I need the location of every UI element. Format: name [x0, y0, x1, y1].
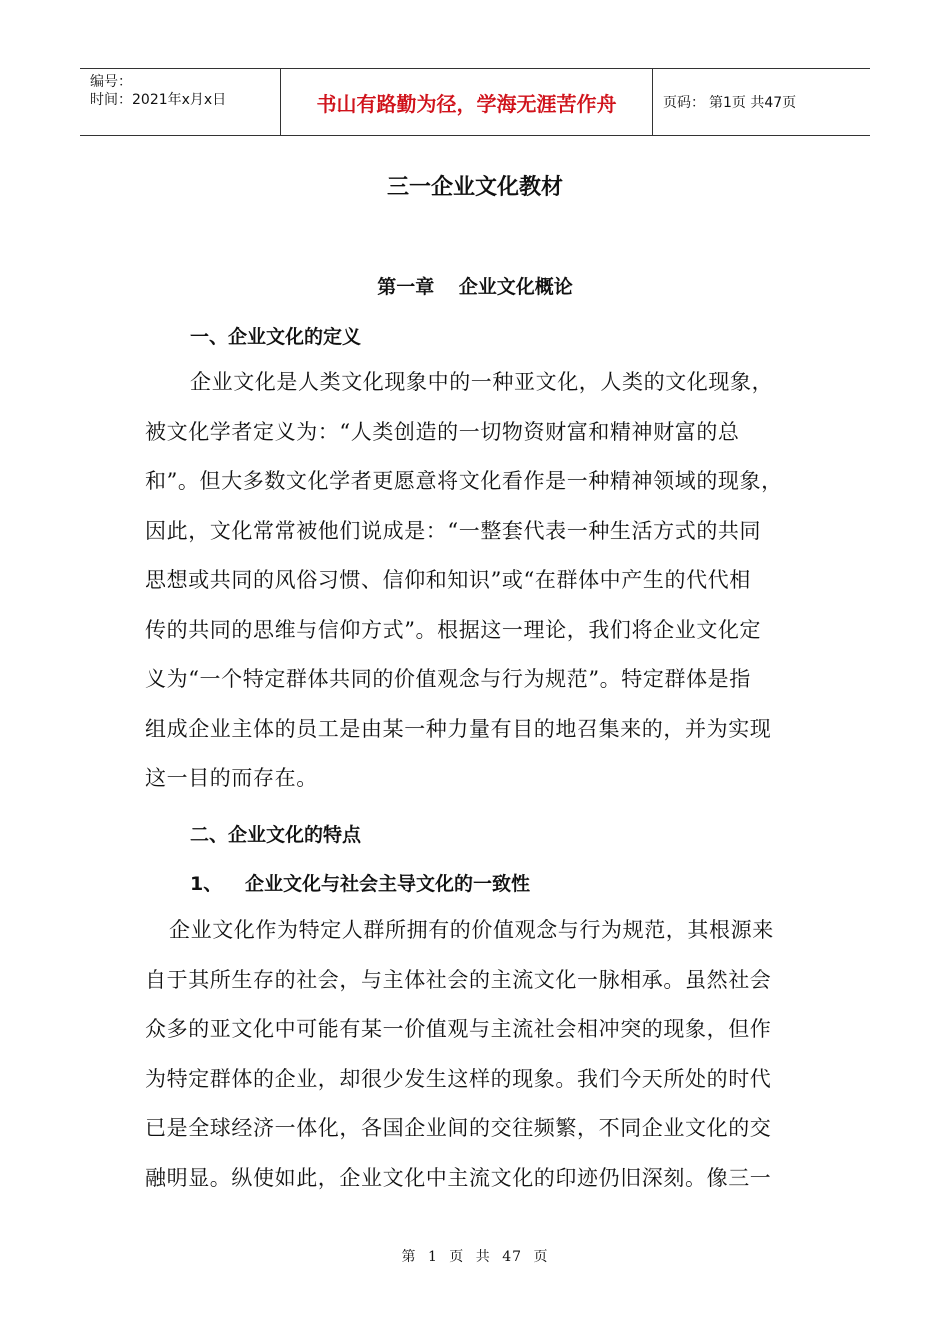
paragraph-line: 这一目的而存在。	[145, 766, 318, 790]
section-heading-definition: 一、企业文化的定义	[190, 326, 362, 348]
header-motto-cell	[281, 69, 653, 135]
paragraph-line: 组成企业主体的员工是由某一种力量有目的地召集来的，并为实现	[145, 716, 772, 741]
paragraph-line: 传的共同的思维与信仰方式”。根据这一理论，我们将企业文化定	[145, 617, 762, 642]
header-meta	[80, 69, 281, 135]
paragraph-line: 被文化学者定义为：“人类创造的一切物资财富和精神财富的总	[145, 419, 740, 444]
paragraph-line: 企业文化是人类文化现象中的一种亚文化，人类的文化现象，	[190, 370, 774, 394]
chapter-heading: 第一章 企业文化概论	[377, 276, 573, 298]
subsection-number: 1、	[190, 873, 223, 895]
subsection-heading	[190, 869, 530, 896]
section-heading-features: 二、企业文化的特点	[190, 824, 362, 846]
document-header	[80, 68, 870, 136]
paragraph-line: 为特定群体的企业，却很少发生这样的现象。我们今天所处的时代	[145, 1066, 772, 1091]
paragraph-line: 众多的亚文化中可能有某一价值观与主流社会相冲突的现象，但作	[145, 1017, 772, 1041]
paragraph-line: 已是全球经济一体化，各国企业间的交往频繁，不同企业文化的交	[145, 1116, 772, 1140]
time-label: 时间：2021年x月x日	[90, 92, 227, 108]
paragraph-line: 因此，文化常常被他们说成是：“一整套代表一种生活方式的共同	[145, 518, 762, 543]
paragraph-line: 义为“一个特定群体共同的价值观念与行为规范”。特定群体是指	[145, 667, 751, 691]
paragraph-consistency	[145, 906, 813, 1203]
page-info-value: 第1页 共47页	[709, 95, 797, 111]
number-label: 编号：	[90, 74, 132, 90]
paragraph-line: 融明显。纵使如此，企业文化中主流文化的印迹仍旧深刻。像三一	[145, 1165, 772, 1190]
page-info-label: 页码：	[663, 95, 705, 111]
subsection-title: 企业文化与社会主导文化的一致性	[245, 873, 531, 895]
header-motto: 书山有路勤为径，学海无涯苦作舟	[316, 91, 617, 116]
header-page-info	[653, 69, 870, 135]
paragraph-line: 自于其所生存的社会，与主体社会的主流文化一脉相承。虽然社会	[145, 967, 772, 992]
page-footer: 第 1 页 共 47 页	[401, 1249, 549, 1265]
paragraph-definition	[145, 358, 813, 804]
paragraph-line: 企业文化作为特定人群所拥有的价值观念与行为规范，其根源来	[169, 918, 774, 942]
document-title: 三一企业文化教材	[386, 175, 563, 200]
paragraph-line: 思想或共同的风俗习惯、信仰和知识”或“在群体中产生的代代相	[145, 568, 751, 592]
paragraph-line: 和”。但大多数文化学者更愿意将文化看作是一种精神领域的现象，	[145, 469, 783, 493]
